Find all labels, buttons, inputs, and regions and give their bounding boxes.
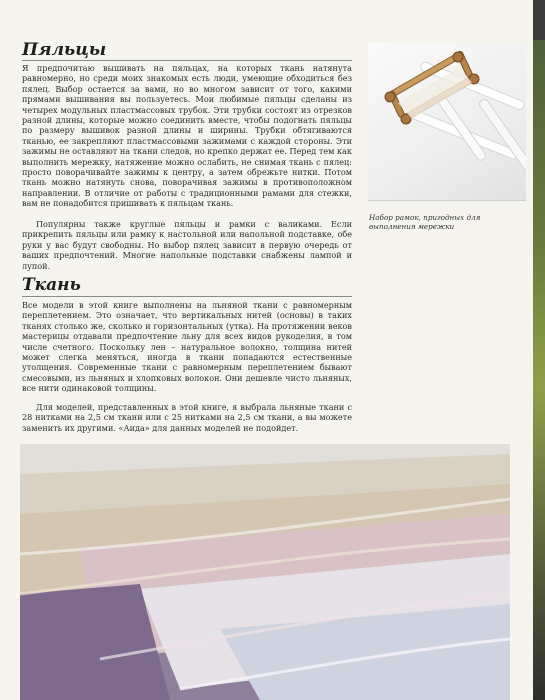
paragraph-fabric-1: Все модели в этой книге выполнены на льняной ткани с равномерным переплетением. Это означает, что вертикальных нитей (основы) в таких тканях столько же, сколько и горизонтальных (утка). На протяжении веков мастерицы отдавали предпочтение льну для всех видов рукоделия, в том числе счетного. Поскольку лен – натуральное волокно, толщина нитей может слегка меняться, иногда в ткани попадаются естественные утолщения. Современные ткани с равномерным переплетением бывают смесовыми, из льняных и хлопковых волокон. Они дешевле чисто льняных, все нити одинаковой толщины. (22, 300, 352, 394)
page-edge (533, 0, 545, 700)
photo-caption: Набор рамок, пригодных для выполнения мережки (369, 213, 481, 231)
linen-fabrics-illustration (20, 444, 510, 700)
section-title-fabric: Ткань (22, 275, 81, 295)
paragraph-hoops-2: Популярны также круглые пяльцы и рамки с валиками. Если прикрепить пяльцы или рамку к настольной или напольной подставке, обе руки у вас будут свободны. Но выбор пялец зависит в первую очередь от ваших предпочтений. Многие напольные подставки снабжены лампой и лупой. (22, 219, 352, 271)
title-rule (22, 296, 352, 297)
fabric-photo (20, 444, 510, 700)
paragraph-hoops-1: Я предпочитаю вышивать на пяльцах, на которых ткань натянута равномерно, но среди моих знакомых есть люди, умеющие обходиться без пялец. Выбор остается за вами, но во многом зависит от того, какими прямами вышивания вы пользуетесь. Мои любимые пяльцы сделаны из четырех модульных пластмассовых трубок. Эти трубки состоят из отрезков разной длины, которые можно соединить вместе, чтобы подогнать пяльцы по размеру вышивок разной длины и ширины. Трубки обтягиваются тканью, ее закрепляют пластмассовыми зажимами с каждой стороны. Эти зажимы не оставляют на ткани следов, но крепко держат ее. Перед тем как выполнить мережку, натяжение можно ослабить, не снимая ткань с пялец: просто поворачивайте зажимы к центру, а затем обрежьте нитки. Потом ткань можно натянуть снова, поворачивая зажимы в противоположном направлении. В отличие от работы с традиционными рамами для стежки, вам не понадобится пришивать к пяльцам ткань. (22, 63, 352, 209)
frame-photo (368, 43, 526, 201)
hoop-frame-illustration (368, 43, 526, 200)
paragraph-fabric-2: Для моделей, представленных в этой книге, я выбрала льняные ткани с 28 нитками на 2,5 см ткани или с 25 нитками на 2,5 см ткани, а вы можете заменить их другими. «Аида» для данных моделей не подойдет. (22, 402, 352, 433)
section-title-hoops: Пяльцы (22, 40, 107, 60)
title-rule (22, 60, 352, 61)
